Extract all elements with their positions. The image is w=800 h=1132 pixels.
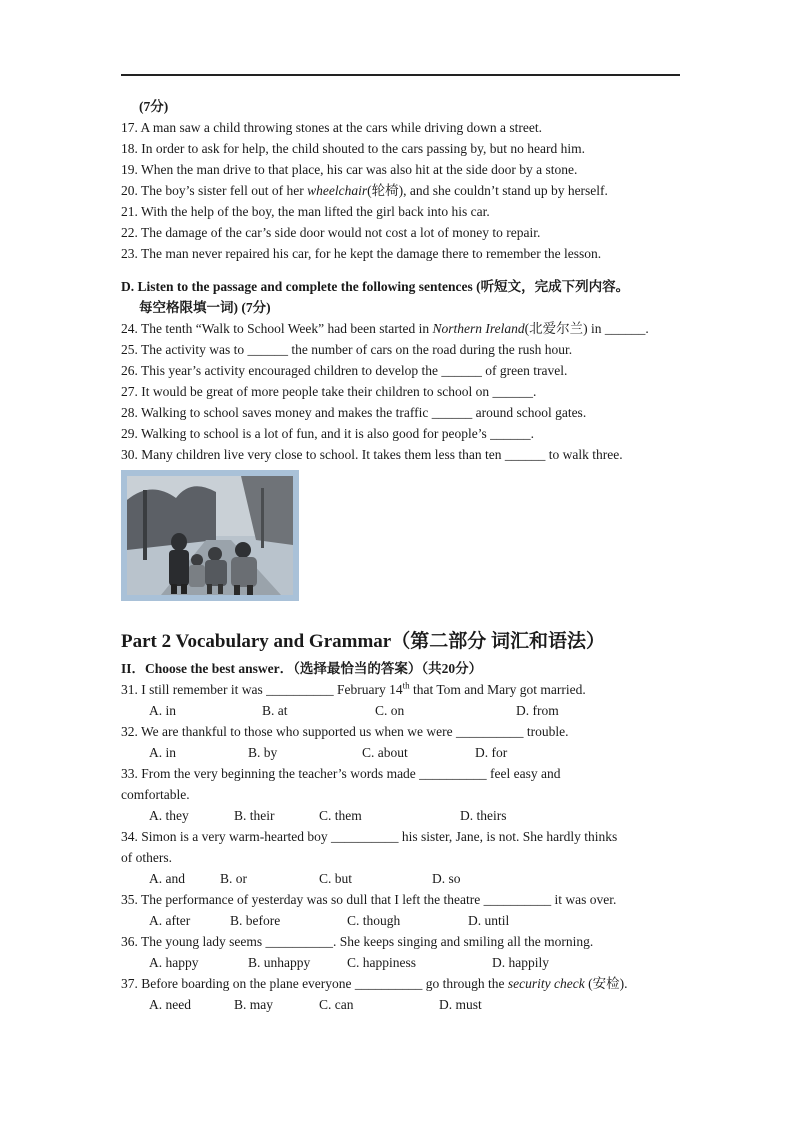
section-d-title: D. Listen to the passage and complete the following sentences (听短文，完成下列内容。 [121,279,630,294]
option-a[interactable]: A. in [149,745,176,760]
statement-19: 19. When the man drive to that place, his car was also hit at the side door by a stone. [121,162,578,177]
question-25: 25. The activity was to ______ the number of cars on the road during the rush hour. [121,342,573,357]
question-36: 36. The young lady seems __________. She keeps singing and smiling all the morning. [121,934,594,949]
option-a[interactable]: A. they [149,808,189,823]
photo-illustration [121,470,299,601]
statement-23: 23. The man never repaired his car, for he kept the damage there to remember the lesson. [121,246,602,261]
page-content [121,96,679,1015]
option-c[interactable]: C. about [362,745,408,760]
question-34: 34. Simon is a very warm-hearted boy __________ his sister, Jane, is not. She hardly thinks [121,829,618,844]
children-walking-photo [121,470,299,601]
statement-20: 20. The boy’s sister fell out of her wheelchair(轮椅), and she couldn’t stand up by herself. [121,183,608,198]
question-30: 30. Many children live very close to school. It takes them less than ten ______ to walk three. [121,447,623,462]
statement-22: 22. The damage of the car’s side door would not cost a lot of money to repair. [121,225,541,240]
question-29: 29. Walking to school is a lot of fun, and it is also good for people’s ______. [121,426,534,441]
option-d[interactable]: D. happily [492,955,549,970]
option-d[interactable]: D. from [516,703,559,718]
question-37: 37. Before boarding on the plane everyone __________ go through the security check (安检). [121,976,628,991]
option-b[interactable]: B. unhappy [248,955,311,970]
header-rule [121,74,680,76]
option-a[interactable]: A. happy [149,955,199,970]
statement-18: 18. In order to ask for help, the child shouted to the cars passing by, but no heard him. [121,141,586,156]
option-a[interactable]: A. after [149,913,191,928]
question-37-options [121,994,679,1015]
question-34-cont: of others. [121,850,172,865]
option-c[interactable]: C. but [319,871,353,886]
option-b[interactable]: B. may [234,997,273,1012]
question-35-options [121,910,679,931]
option-d[interactable]: D. must [439,997,482,1012]
question-32: 32. We are thankful to those who supported us when we were __________ trouble. [121,724,569,739]
option-a[interactable]: A. need [149,997,191,1012]
option-d[interactable]: D. for [475,745,508,760]
option-d[interactable]: D. so [432,871,461,886]
question-26: 26. This year’s activity encouraged children to develop the ______ of green travel. [121,363,568,378]
option-c[interactable]: C. on [375,703,405,718]
question-28: 28. Walking to school saves money and makes the traffic ______ around school gates. [121,405,587,420]
option-c[interactable]: C. them [319,808,362,823]
option-b[interactable]: B. or [220,871,247,886]
question-31: 31. I still remember it was __________ February 14th that Tom and Mary got married. [121,680,586,697]
section-c-score: (7分) [139,99,169,114]
option-c[interactable]: C. though [347,913,401,928]
question-31-options [121,700,679,721]
question-27: 27. It would be great of more people take their children to school on ______. [121,384,537,399]
option-c[interactable]: C. can [319,997,354,1012]
section-ii-title: II．Choose the best answer．（选择最恰当的答案）（共20分） [121,661,483,676]
question-34-options [121,868,679,889]
option-a[interactable]: A. in [149,703,176,718]
question-33: 33. From the very beginning the teacher’s words made __________ feel easy and [121,766,561,781]
option-b[interactable]: B. before [230,913,281,928]
section-d-title-cont: 每空格限填一词) (7分) [139,300,271,315]
option-b[interactable]: B. their [234,808,275,823]
question-33-options [121,805,679,826]
option-b[interactable]: B. at [262,703,288,718]
part2-title: Part 2 Vocabulary and Grammar（第二部分 词汇和语法） [121,631,605,652]
option-b[interactable]: B. by [248,745,278,760]
statement-21: 21. With the help of the boy, the man lifted the girl back into his car. [121,204,490,219]
question-35: 35. The performance of yesterday was so dull that I left the theatre __________ it was over. [121,892,617,907]
option-c[interactable]: C. happiness [347,955,416,970]
question-33-cont: comfortable. [121,787,190,802]
question-24: 24. The tenth “Walk to School Week” had been started in Northern Ireland(北爱尔兰) in ______. [121,321,649,336]
question-36-options [121,952,679,973]
option-d[interactable]: D. theirs [460,808,507,823]
statement-17: 17. A man saw a child throwing stones at the cars while driving down a street. [121,120,543,135]
option-d[interactable]: D. until [468,913,510,928]
option-a[interactable]: A. and [149,871,185,886]
question-32-options [121,742,679,763]
